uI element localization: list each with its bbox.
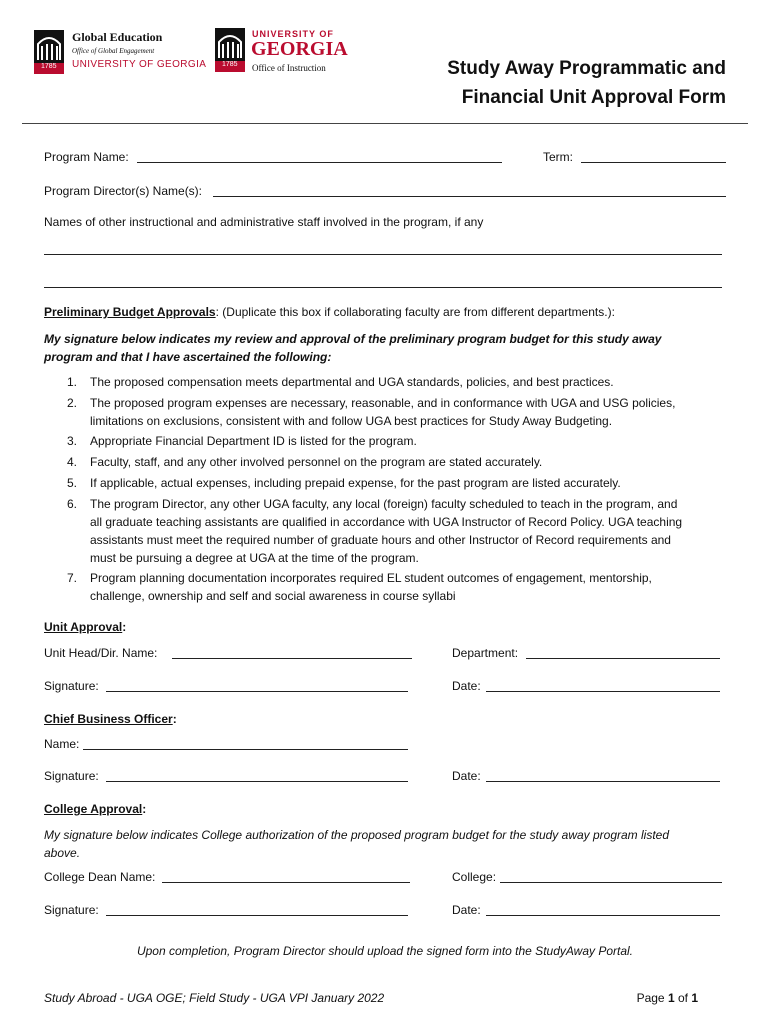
footer-left: Study Abroad - UGA OGE; Field Study - UGA VPI January 2022	[44, 991, 385, 1005]
college-statement-line: My signature below indicates College authorization of the proposed program budget for the study away program listed	[44, 828, 670, 842]
budget-statement-line: My signature below indicates my review and approval of the preliminary program budget for this study away	[44, 332, 662, 346]
logo-university-of: UNIVERSITY OF	[252, 29, 334, 39]
list-item	[67, 373, 727, 391]
page-of: of	[674, 991, 692, 1005]
college-heading: College Approval	[44, 802, 143, 816]
college-date-label: Date:	[452, 903, 481, 917]
college-statement	[44, 826, 669, 862]
other-staff-label: Names of other instructional and administrative staff involved in the program, if any	[44, 215, 484, 229]
list-item	[67, 432, 727, 450]
list-item	[67, 569, 727, 605]
list-text: Appropriate Financial Department ID is listed for the program.	[90, 434, 417, 448]
budget-heading: Preliminary Budget Approvals	[44, 305, 216, 319]
list-number: 2.	[67, 396, 78, 410]
logo-subtitle: Office of Global Engagement	[72, 47, 155, 55]
list-text: The proposed compensation meets departmental and UGA standards, policies, and best practices.	[90, 375, 614, 389]
page-current: 1	[667, 991, 675, 1005]
logo-office: Office of Instruction	[252, 63, 326, 73]
college-signature-field[interactable]	[106, 915, 408, 916]
term-field[interactable]	[581, 162, 726, 163]
list-item	[67, 394, 727, 430]
cbo-heading: Chief Business Officer	[44, 712, 173, 726]
list-text: The proposed program expenses are necessary, reasonable, and in conformance with UGA and USG policies,	[90, 396, 676, 410]
list-text: If applicable, actual expenses, including prepaid expense, for the past program are listed accurately.	[90, 476, 621, 490]
title-line-2: Financial Unit Approval Form	[461, 87, 726, 108]
list-number: 1.	[67, 375, 78, 389]
heading-colon: :	[122, 620, 127, 634]
logo-year: 1785	[222, 61, 238, 68]
list-text: limitations on exclusions, consistent with and follow UGA best practices for Study Away Budgeting.	[90, 414, 613, 428]
list-item	[67, 474, 727, 492]
title-line-1: Study Away Programmatic and	[447, 58, 726, 79]
cbo-date-field[interactable]	[486, 781, 720, 782]
cbo-name-field[interactable]	[83, 749, 408, 750]
page-title	[447, 54, 726, 112]
list-number: 3.	[67, 434, 78, 448]
list-text: The program Director, any other UGA faculty, any local (foreign) faculty scheduled to teach in the program, and	[90, 497, 678, 511]
logo-year: 1785	[41, 63, 57, 70]
college-date-field[interactable]	[486, 915, 720, 916]
term-label: Term:	[543, 150, 573, 164]
completion-note: Upon completion, Program Director should upload the signed form into the StudyAway Portal.	[136, 944, 634, 958]
unit-signature-field[interactable]	[106, 691, 408, 692]
cbo-date-label: Date:	[452, 769, 481, 783]
heading-colon: :	[172, 712, 177, 726]
list-item	[67, 495, 727, 567]
dean-name-label: College Dean Name:	[44, 870, 156, 884]
department-label: Department:	[452, 646, 519, 660]
unit-approval-heading-row	[44, 620, 126, 634]
budget-statement-line: program and that I have ascertained the following:	[44, 350, 332, 364]
program-name-label: Program Name:	[44, 150, 129, 164]
list-number: 7.	[67, 571, 78, 585]
budget-heading-row	[44, 305, 615, 319]
dean-name-field[interactable]	[162, 882, 410, 883]
university-of-georgia-logo	[215, 28, 355, 78]
department-field[interactable]	[526, 658, 720, 659]
list-text: challenge, ownership and self and social awareness in course syllabi	[90, 589, 456, 603]
college-label: College:	[452, 870, 497, 884]
directors-label: Program Director(s) Name(s):	[44, 184, 203, 198]
global-education-logo	[34, 30, 209, 78]
list-number: 6.	[67, 497, 78, 511]
list-text: Faculty, staff, and any other involved personnel on the program are stated accurately.	[90, 455, 543, 469]
list-item	[67, 453, 727, 471]
cbo-signature-label: Signature:	[44, 769, 99, 783]
cbo-name-label: Name:	[44, 737, 80, 751]
college-signature-label: Signature:	[44, 903, 99, 917]
college-statement-line: above.	[44, 846, 81, 860]
logo-georgia: GEORGIA	[251, 38, 348, 60]
header-divider	[22, 123, 748, 124]
unit-approval-heading: Unit Approval	[44, 620, 123, 634]
list-number: 5.	[67, 476, 78, 490]
college-heading-row	[44, 802, 146, 816]
heading-colon: :	[142, 802, 147, 816]
other-staff-field-1[interactable]	[44, 254, 722, 255]
list-number: 4.	[67, 455, 78, 469]
logo-title: Global Education	[72, 30, 163, 44]
list-text: must be pursuing a degree at UGA at the time of the program.	[90, 551, 419, 565]
page-prefix: Page	[636, 991, 668, 1005]
unit-head-label: Unit Head/Dir. Name:	[44, 646, 158, 660]
unit-head-field[interactable]	[172, 658, 412, 659]
list-text: all graduate teaching assistants are qualified in accordance with UGA Instructor of Record Policy. UGA teaching	[90, 515, 683, 529]
cbo-signature-field[interactable]	[106, 781, 408, 782]
program-name-field[interactable]	[137, 162, 502, 163]
page-number	[637, 991, 698, 1005]
list-text: Program planning documentation incorporates required EL student outcomes of engagement, mentorship,	[90, 571, 652, 585]
budget-heading-note: : (Duplicate this box if collaborating faculty are from different departments.):	[215, 305, 615, 319]
budget-statement	[44, 330, 661, 366]
college-field[interactable]	[500, 882, 722, 883]
cbo-heading-row	[44, 712, 177, 726]
page-total: 1	[691, 991, 698, 1005]
logo-university: UNIVERSITY OF GEORGIA	[72, 59, 207, 70]
directors-field[interactable]	[213, 196, 726, 197]
unit-date-label: Date:	[452, 679, 481, 693]
unit-date-field[interactable]	[486, 691, 720, 692]
other-staff-field-2[interactable]	[44, 287, 722, 288]
unit-signature-label: Signature:	[44, 679, 99, 693]
list-text: assistants must meet the required number of graduate hours and other Instructor of Record requirements and	[90, 533, 671, 547]
